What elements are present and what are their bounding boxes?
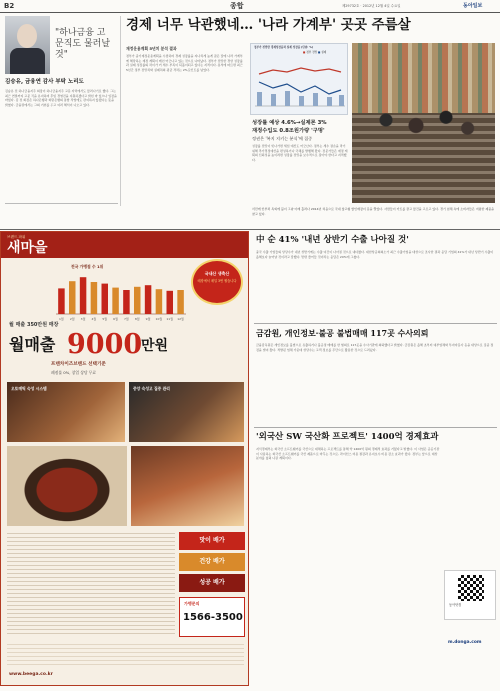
ad-chart-tick-label: 3월	[80, 317, 86, 321]
profile-body: 김승유 전 하나금융지주 회장이 하나금융지주 고문 자리에서도 물러나기로 했다. 그는 최근 연말까지 고문 직을 유지하며 후임 경영진을 지원하겠다고 밝힌 바 있으나 입장을 바꿨다. 김 전 회장은 하나은행과 외환은행의 통합 작업에도 관여하지 않겠다는 뜻을 밝혔다. 금융권에서는 그의 거취를 두고 여러 해석이 나오고 있다.	[5, 89, 117, 107]
ad-chart-bar	[58, 288, 65, 314]
ad-chart-tick-label: 2월	[69, 317, 75, 321]
suit-shape	[10, 48, 45, 74]
ad-badge-text-2: 매장에서 매일 3번 썰습니다	[197, 279, 237, 283]
ad-chart-tick-label: 6월	[113, 317, 118, 321]
ad-text-block	[7, 532, 175, 637]
ad-store-a-label: 오토매틱 숙성 시스템	[11, 386, 47, 391]
corner-site: m.donga.com	[448, 640, 482, 645]
market-photo	[352, 43, 495, 203]
ad-chart-bar	[91, 282, 98, 314]
profile-quote: "하나금융 고문직도 물러날것"	[55, 28, 111, 60]
ad-chart-tick-label: 12월	[177, 317, 184, 321]
export-headline: 中 순 41% '내년 상반기 수출 나아질 것'	[256, 235, 409, 245]
chart-line-forecast	[259, 68, 341, 74]
ad-chart-tick-label: 7월	[124, 317, 129, 321]
finance-headline: 금감원, 개인정보·불공 불법매매 117곳 수사의뢰	[256, 328, 429, 338]
page-number: B2	[4, 2, 15, 10]
top-subhead-2: 재정수입도 0.8조원가량 '구멍'	[252, 128, 325, 134]
ad-store-b-label: 중앙 숙성고 집중 관리	[133, 386, 170, 391]
ad-site: www.beega.co.kr	[9, 672, 53, 677]
top-chart-title: 정부가 전망한 경제성장률과 실제 성장률 (단위: %)	[254, 46, 314, 49]
ad-phone-number: 1566-3500	[183, 612, 243, 623]
ad-chart-bar	[102, 284, 109, 314]
top-section-rule	[0, 229, 500, 230]
left-column-rule	[5, 203, 118, 204]
bottom-body: 지식경제부는 외국산 소프트웨어를 국산으로 대체하는 프로젝트를 통해 약 1400억 원의 경제적 효과를 거뒀다고 밝혔다. 이 사업은 공공기관이 사용하는 외국산 소프트웨어를 국산 제품으로 바꾸는 것으로, 라이선스 비용 절감과 유지보수 비용 감소 효과가 컸다. 정부는 앞으로 대상 분야를 넓혀 나갈 계획이다.	[256, 447, 440, 460]
ad-badge-text: 국내산 생축산	[204, 271, 230, 276]
franchise-ad	[0, 231, 249, 686]
ad-chart-bar	[167, 291, 174, 314]
top-subhead-1: 성장률 예상 4.6%→실제론 3%	[252, 120, 327, 126]
ad-store-photo-b	[129, 382, 244, 442]
top-subhead-3: 정권은 '복지 지키는 분식'에 집중	[252, 136, 313, 141]
finance-rule	[254, 427, 497, 428]
ad-chart-bar	[134, 287, 141, 314]
ad-bar-chart	[56, 272, 186, 322]
top-chart	[250, 43, 348, 115]
left-column-divider	[120, 16, 121, 206]
brand-name: 동아일보	[463, 3, 483, 9]
finance-body: 금융감독원은 개인정보를 불법으로 유출하거나 불공정 매매를 한 혐의로 117곳을 수사기관에 의뢰했다고 밝혔다. 금감원은 올해 초부터 대부업체와 투자자문사 등을 대상으로 집중 점검을 벌여 왔다. 적발된 업체 가운데 상당수는 고객 정보를 무단으로 활용한 것으로 드러났다.	[256, 343, 494, 352]
profile-photo	[5, 16, 50, 74]
ad-phone-block	[179, 597, 245, 637]
ad-chart-tick-label: 5월	[102, 317, 108, 321]
export-body: 중국 수출 기업들의 상당수가 내년 상반기에는 수출 여건이 나아질 것으로 내다봤다. 대한상공회의소가 최근 수출기업을 대상으로 조사한 결과 응답 기업의 41%가 내년 상반기 수출이 올해보다 늘어날 것이라고 답했다. 반면 줄어들 것이라는 응답은 20%에 그쳤다.	[256, 250, 494, 259]
top-kicker: 재정운용계획 5년치 분석 결과	[126, 46, 177, 51]
ad-brand-tag: 브랜드 파워	[7, 235, 26, 239]
header-rule	[0, 12, 500, 13]
ad-chart-tick-label: 9월	[145, 317, 151, 321]
ad-feature-list	[179, 532, 245, 592]
ad-chart-bar	[177, 290, 184, 314]
ad-brand: 새마을	[7, 240, 48, 256]
ad-store-photo-a	[7, 382, 125, 442]
top-chart-legend: ■ 정부 전망 ■ 실제	[303, 51, 327, 54]
bottom-headline: '외국산 SW 국산화 프로젝트' 1400억 경제효과	[256, 432, 439, 442]
ad-chart-tick-label: 4월	[91, 317, 97, 321]
top-body-right: 성장률 전망이 빗나가면 세입 예산도 어긋난다. 정부는 세수 결손을 막기 위해 추가경정예산을 편성하거나 국채를 발행해 왔다. 전문가들은 재정 계획의 신뢰성을 높이려면 성장률 전망을 보수적으로 잡아야 한다고 지적했다.	[252, 144, 348, 162]
top-body-left: 정부가 중기재정운용계획을 수립하며 경제 성장률을 지나치게 높게 잡은 탓에 나라 가계부에 해당하는 재정 계획이 매년 어긋나고 있는 것으로 나타났다. 정부가 전망한 경상 성장률과 실제 성장률의 차이가 커 세수 부족이 되풀이되고 있다는 지적이다. 분석에 따르면 최근 5년간 정부 전망치와 실제치의 평균 격차는 2%포인트를 넘었다.	[126, 54, 243, 72]
ad-chart-tick-label: 1월	[59, 317, 64, 321]
top-headline: 경제 너무 낙관했네… '나라 가계부' 곳곳 주름살	[126, 17, 411, 33]
ad-chart-bar	[145, 285, 152, 314]
ad-chart-bar	[112, 288, 119, 314]
ad-chart-tick-label: 11월	[166, 317, 174, 321]
ad-sub-line-2: 폐점률 0%, 창업 상담 무료	[51, 370, 97, 375]
ad-food-photo-b	[131, 446, 244, 526]
chart-line-actual	[259, 82, 341, 94]
ad-feature-3: 성공 배가	[179, 574, 245, 592]
ad-chart-bar	[80, 277, 87, 314]
photo-crowd	[362, 98, 482, 153]
person-silhouette	[17, 24, 37, 48]
ad-feature-2: 건강 배가	[179, 553, 245, 571]
ad-feature-1: 맛이 배가	[179, 532, 245, 550]
ad-big-revenue	[9, 330, 244, 360]
ad-chart-caption: 전국 가맹점 수 1위	[71, 264, 104, 269]
ad-chart-bar	[156, 289, 163, 314]
ad-chart-bar	[69, 281, 76, 314]
section-label: 종합	[230, 2, 244, 10]
ad-fine-print	[7, 642, 244, 668]
ad-big-label: 월매출	[9, 335, 56, 354]
photo-caption: 서민에 안부러 옥외에 불이 그냥 아래 흘러나 2014년 처음으로 국내 창고형 할인매장이 문을 열었다. 사람들이 카트를 끌고 물건을 고르고 있다. 경기 침체 속에 소비자들은 저렴한 제품을 찾고 있다.	[252, 207, 495, 216]
legend-actual: 실제	[321, 51, 327, 54]
corner-label: 동아닷컴	[449, 603, 462, 607]
ad-big-unit: 만원	[141, 338, 169, 354]
ad-chart-tick-label: 8월	[134, 317, 140, 321]
export-rule	[254, 323, 497, 324]
page-header	[0, 0, 500, 12]
ad-chart-tick-label: 10월	[155, 317, 163, 321]
profile-headline: 김승유, 금융연 감사 부탁 노리도	[5, 79, 84, 85]
date-line: 제29732호 · 2012년 12월 4일 수요일	[342, 4, 401, 8]
ad-phone-label: 가맹문의	[184, 601, 200, 606]
corner-promo	[444, 570, 496, 620]
ad-big-value: 9000	[67, 329, 143, 360]
ad-sub-line: 프랜차이즈브랜드 선택기준	[51, 362, 106, 367]
ad-chart-bar	[123, 290, 130, 314]
ad-badge	[191, 259, 243, 305]
ad-food-photo	[7, 446, 127, 526]
top-chart-plot	[255, 56, 345, 108]
legend-forecast: 정부 전망	[306, 51, 318, 54]
ad-promo-line: 월 매출 350만원 매장	[9, 322, 59, 328]
qr-code-icon	[458, 575, 484, 601]
